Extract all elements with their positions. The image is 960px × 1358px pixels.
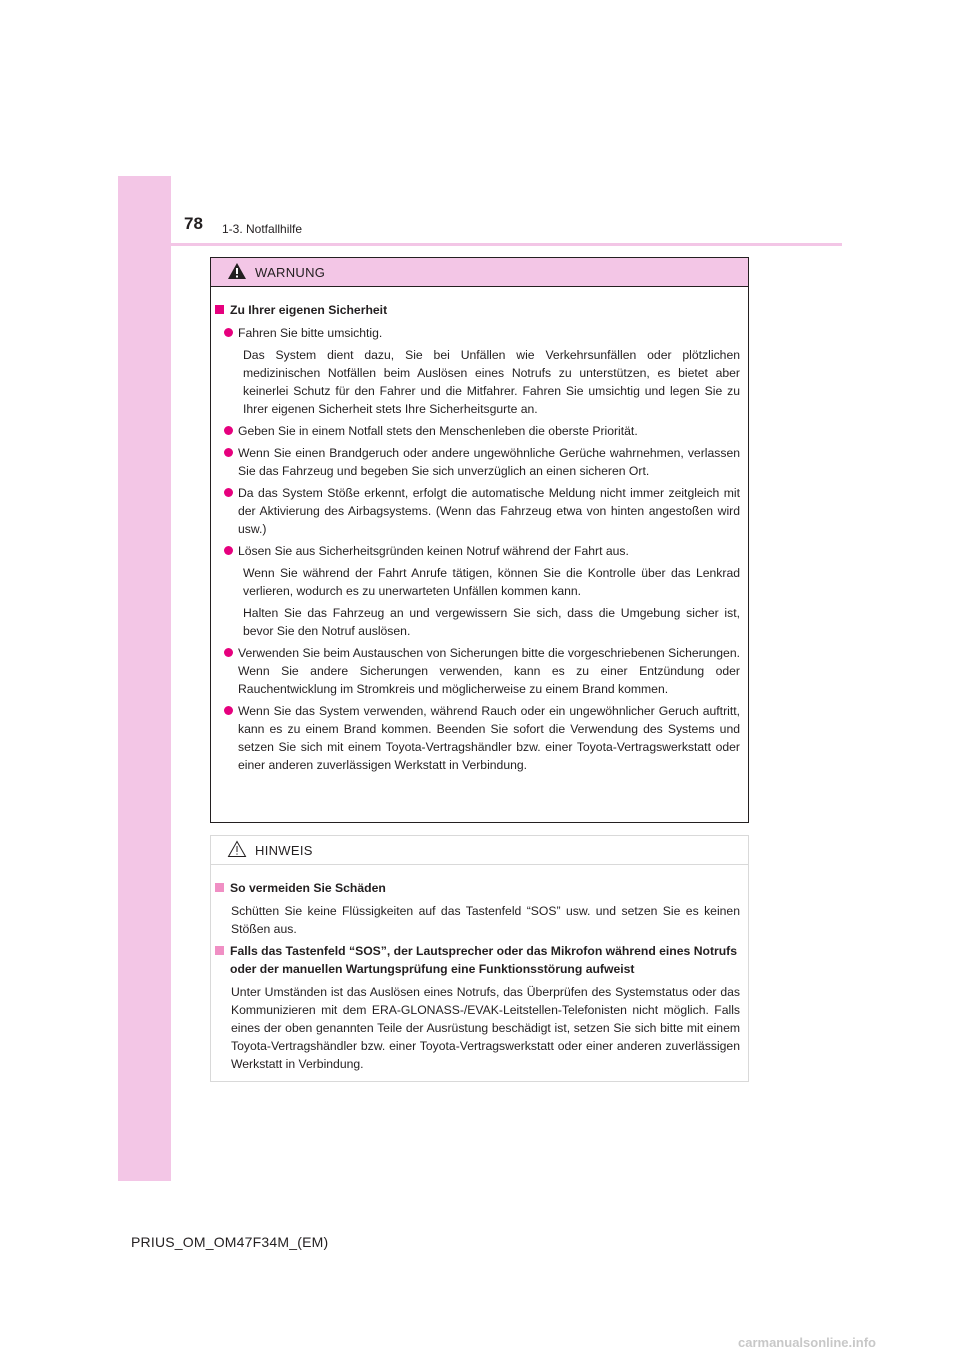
warning-triangle-icon [227, 262, 247, 280]
list-item-text: Wenn Sie das System verwenden, während Rauch oder ein ungewöhnlicher Geruch auftritt, kann es zu einem Brand kommen. Beenden Sie sofort die Verwendung des Systems und setzen Sie sich mit einem Toyota-Vertragshändler bzw. einer Toyota-Vertragswerkstatt oder einer anderen zuverlässigen Werkstatt in Verbindung. [238, 704, 740, 772]
square-bullet-icon [215, 883, 224, 892]
warning-heading [215, 301, 740, 319]
chapter-side-band [118, 176, 171, 1181]
paragraph: Das System dient dazu, Sie bei Unfällen wie Verkehrsunfällen oder plötzlichen medizinischen Notfällen beim Auslösen eines Notrufs zu unterstützen, es bietet aber keinerlei Schutz für den Fahrer und die Mitfahrer. Fahren Sie umsichtig und legen Sie zu Ihrer eigenen Sicherheit stets Ihre Sicherheitsgurte an. [243, 348, 740, 416]
paragraph: Unter Umständen ist das Auslösen eines Notrufs, das Überprüfen des Systemstatus oder das Kommunizieren mit dem ERA-GLONASS-/EVAK-Leitstellen-Telefonisten nicht möglich. Falls eines der oben genannten Teile der Ausrüstung beschädigt ist, setzen Sie sich bitte mit einem Toyota-Vertragshändler bzw. einer Toyota-Vertragswerkstatt oder einer anderen zuverlässigen Werkstatt in Verbindung. [231, 985, 740, 1071]
list-item [215, 324, 740, 342]
section-title: 1-3. Notfallhilfe [222, 222, 303, 236]
square-bullet-icon [215, 946, 224, 955]
list-item-text: Verwenden Sie beim Austauschen von Sicherungen bitte die vorgeschriebenen Sicherungen. Wenn Sie andere Sicherungen verwenden, kann es zu einer Entzündung oder Rauchentwicklung im Stromkreis und möglicherweise zu einem Brand kommen. [238, 646, 740, 696]
list-item [215, 422, 740, 440]
header-rule [171, 243, 842, 246]
note-heading [215, 942, 740, 978]
list-item-text: Lösen Sie aus Sicherheitsgründen keinen Notruf während der Fahrt aus. [238, 544, 629, 558]
bullet-dot-icon [224, 546, 233, 555]
bullet-dot-icon [224, 648, 233, 657]
square-bullet-icon [215, 305, 224, 314]
paragraph: Schütten Sie keine Flüssigkeiten auf das Tastenfeld “SOS” usw. und setzen Sie es keinen Stößen aus. [231, 904, 740, 936]
bullet-dot-icon [224, 448, 233, 457]
list-item [215, 644, 740, 698]
document-code: PRIUS_OM_OM47F34M_(EM) [131, 1234, 329, 1250]
list-item-text: Fahren Sie bitte umsichtig. [238, 326, 383, 340]
paragraph: Wenn Sie während der Fahrt Anrufe tätigen, können Sie die Kontrolle über das Lenkrad verlieren, wodurch es zu unerwarteten Unfällen kommen kann. [243, 566, 740, 598]
bullet-dot-icon [224, 706, 233, 715]
warning-body [211, 287, 748, 774]
caution-triangle-outline-icon [227, 840, 247, 858]
list-item [215, 542, 740, 560]
list-item [215, 484, 740, 538]
list-item [215, 702, 740, 774]
warning-box [210, 257, 749, 823]
bullet-dot-icon [224, 488, 233, 497]
bullet-dot-icon [224, 426, 233, 435]
warning-heading-text: Zu Ihrer eigenen Sicherheit [230, 303, 388, 317]
note-body [211, 865, 748, 1073]
warning-title: WARNUNG [255, 265, 326, 280]
note-title: HINWEIS [255, 843, 313, 858]
note-heading-text: Falls das Tastenfeld “SOS”, der Lautsprecher oder das Mikrofon während eines Notrufs oder der manuellen Wartungsprüfung eine Funktionsstörung aufweist [230, 944, 738, 976]
page-number: 78 [184, 214, 203, 233]
note-heading-text: So vermeiden Sie Schäden [230, 881, 386, 895]
list-item [215, 444, 740, 480]
note-box [210, 835, 749, 1082]
paragraph: Halten Sie das Fahrzeug an und vergewissern Sie sich, dass die Umgebung sicher ist, bevor Sie den Notruf auslösen. [243, 606, 740, 638]
list-item-text: Wenn Sie einen Brandgeruch oder andere ungewöhnliche Gerüche wahrnehmen, verlassen Sie das Fahrzeug und begeben Sie sich unverzüglich an einen sicheren Ort. [238, 446, 740, 478]
bullet-dot-icon [224, 328, 233, 337]
list-item-text: Geben Sie in einem Notfall stets den Menschenleben die oberste Priorität. [238, 424, 638, 438]
list-item-text: Da das System Stöße erkennt, erfolgt die automatische Meldung nicht immer zeitgleich mit der Aktivierung des Airbagsystems. (Wenn das Fahrzeug etwa von hinten angestoßen wird usw.) [238, 486, 740, 536]
note-heading [215, 879, 740, 897]
watermark: carmanualsonline.info [738, 1335, 876, 1350]
note-header [211, 836, 748, 865]
warning-header [211, 258, 748, 287]
